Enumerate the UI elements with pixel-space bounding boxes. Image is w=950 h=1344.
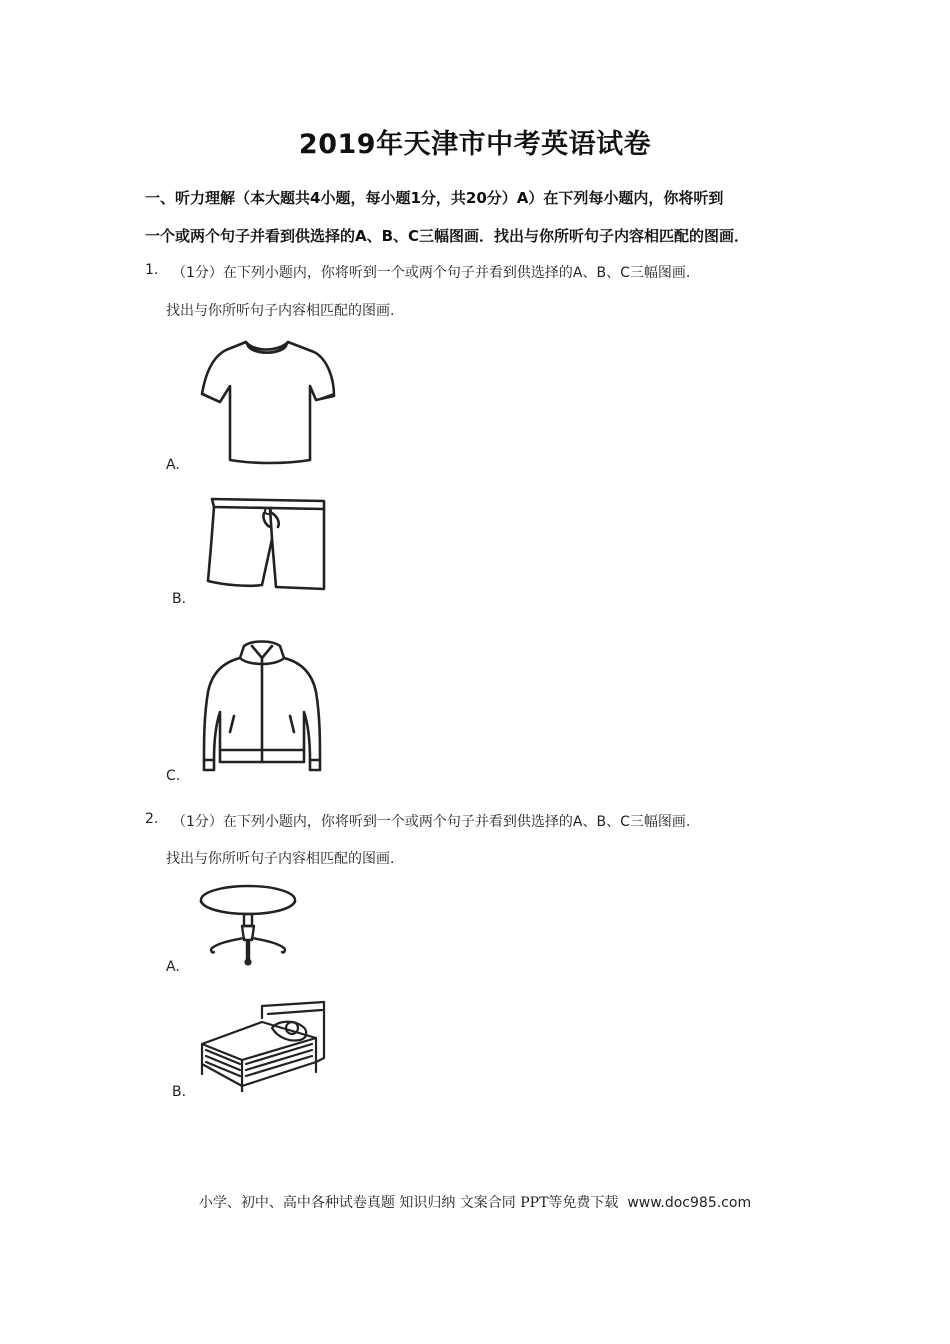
bed-icon[interactable]: [198, 1000, 328, 1092]
round-table-icon[interactable]: [198, 882, 302, 968]
question-1-text-line-1: （1分）在下列小题内，你将听到一个或两个句子并看到供选择的A、B、C三幅图画.: [172, 265, 691, 281]
question-1-option-c-label: C.: [166, 768, 181, 784]
question-2-text-line-1: （1分）在下列小题内，你将听到一个或两个句子并看到供选择的A、B、C三幅图画.: [172, 814, 691, 830]
question-2-text-line-2: 找出与你所听句子内容相匹配的图画.: [166, 851, 395, 867]
footer-url[interactable]: www.doc985.com: [627, 1195, 752, 1211]
t-shirt-icon[interactable]: [196, 336, 338, 466]
question-2-option-a-label: A.: [166, 959, 180, 975]
question-2-option-b-label: B.: [172, 1084, 187, 1100]
footer-text: 小学、初中、高中各种试卷真题 知识归纳 文案合同 PPT等免费下载: [198, 1195, 619, 1211]
question-1-text-line-2: 找出与你所听句子内容相匹配的图画.: [166, 303, 395, 319]
page-title: 2019年天津市中考英语试卷: [298, 129, 652, 160]
question-1-option-b-label: B.: [172, 591, 187, 607]
section-heading-line-1: 一、听力理解（本大题共4小题，每小题1分，共20分）A）在下列每小题内，你将听到: [145, 189, 724, 207]
question-2-number: 2.: [145, 811, 159, 827]
question-1-option-a-label: A.: [166, 457, 180, 473]
jacket-icon[interactable]: [200, 636, 324, 776]
question-1-number: 1.: [145, 262, 159, 278]
shorts-icon[interactable]: [204, 495, 328, 595]
section-heading-line-2: 一个或两个句子并看到供选择的A、B、C三幅图画．找出与你所听句子内容相匹配的图画．: [145, 227, 750, 245]
page-footer: [0, 1192, 950, 1212]
